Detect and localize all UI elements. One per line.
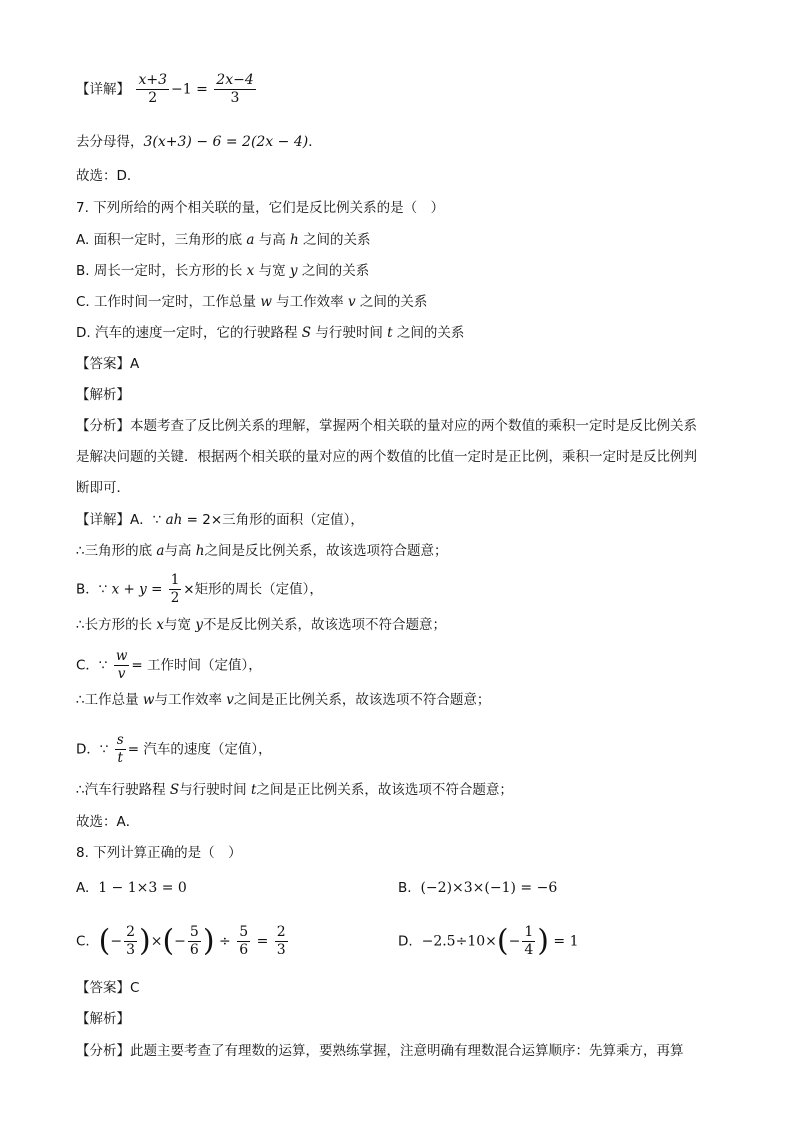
q7-analysis-2: 是解决问题的关键．根据两个相关联的量对应的两个数值的比值一定时是正比例，乘积一定时是反比例判 xyxy=(76,449,697,465)
q7-detail-d: D．∵ $\frac{s}{t}$ = 汽车的速度（定值）， xyxy=(76,732,272,766)
remove-denominator-line: 去分母得，3(x+3) − 6 = 2(2x − 4)． xyxy=(76,134,322,150)
q8-option-b: B. (−2)×3×(−1) = −6 xyxy=(398,880,558,896)
q7-option-c: C. 工作时间一定时，工作总量 w 与工作效率 v 之间的关系 xyxy=(76,294,428,310)
q7-detail-c: C．∵ $\frac{w}{v}$ = 工作时间（定值）， xyxy=(76,648,262,682)
q7-detail-d-conclusion: ∴汽车行驶路程 S与行驶时间 t之间是正比例关系，故该选项不符合题意； xyxy=(76,782,513,798)
q7-detail-a: 【详解】A．∵ ah = 2×三角形的面积（定值）， xyxy=(76,512,364,528)
fraction-w-over-v: $\frac{w}{v}$ xyxy=(115,648,128,682)
q7-detail-a-conclusion: ∴三角形的底 a与高 h之间是反比例关系，故该选项符合题意； xyxy=(76,543,448,559)
q7-analysis-3: 断即可． xyxy=(76,480,130,496)
q7-detail-b: B．∵ x + y = $\frac{1}{2}$ ×矩形的周长（定值）， xyxy=(76,572,323,606)
q7-stem: 7. 下列所给的两个相关联的量，它们是反比例关系的是（ ） xyxy=(76,200,445,216)
q7-jiexi: 【解析】 xyxy=(76,387,130,403)
fraction-s-over-t: $\frac{s}{t}$ xyxy=(116,732,124,766)
fraction-lhs: $\frac{x+3}{2}$ xyxy=(138,72,167,106)
q8-stem: 8. 下列计算正确的是（ ） xyxy=(76,845,242,861)
q7-choose: 故选：A． xyxy=(76,814,140,830)
fraction-half: $\frac{1}{2}$ xyxy=(170,572,180,606)
q7-detail-b-conclusion: ∴长方形的长 x与宽 y不是反比例关系，故该选项不符合题意； xyxy=(76,617,446,633)
detail-tag: 【详解】 xyxy=(76,81,130,98)
q8-option-c: C. (− $\frac{2}{3}$ )×(− $\frac{5}{6}$ ) ÷ $\frac{5}{6}$ = $\frac{2}{3}$ xyxy=(76,923,286,959)
q8-option-a: A. 1 − 1×3 = 0 xyxy=(76,880,187,896)
q7-answer: 【答案】A xyxy=(76,356,140,372)
q7-option-d: D. 汽车的速度一定时，它的行驶路程 S 与行驶时间 t 之间的关系 xyxy=(76,325,465,341)
q8-answer: 【答案】C xyxy=(76,980,140,996)
fraction-rhs: $\frac{2x-4}{3}$ xyxy=(216,72,254,106)
detail-equation-line: 【详解】 $\frac{x+3}{2}$ −1 = $\frac{2x-4}{3}$ xyxy=(76,72,254,106)
q7-option-a: A. 面积一定时，三角形的底 a 与高 h 之间的关系 xyxy=(76,232,371,248)
q7-analysis-1: 【分析】本题考查了反比例关系的理解，掌握两个相关联的量对应的两个数值的乘积一定时是反比例关系 xyxy=(76,418,697,434)
q7-detail-c-conclusion: ∴工作总量 w与工作效率 v之间是正比例关系，故该选项不符合题意； xyxy=(76,692,491,708)
choose-line: 故选：D． xyxy=(76,168,141,184)
q7-option-b: B. 周长一定时，长方形的长 x 与宽 y 之间的关系 xyxy=(76,263,370,279)
q8-option-d: D. −2.5÷10×(− $\frac{1}{4}$ ) = 1 xyxy=(398,923,579,959)
q8-jiexi: 【解析】 xyxy=(76,1011,130,1027)
q8-analysis-1: 【分析】此题主要考查了有理数的运算，要熟练掌握，注意明确有理数混合运算顺序：先算乘方，再算 xyxy=(76,1043,684,1059)
